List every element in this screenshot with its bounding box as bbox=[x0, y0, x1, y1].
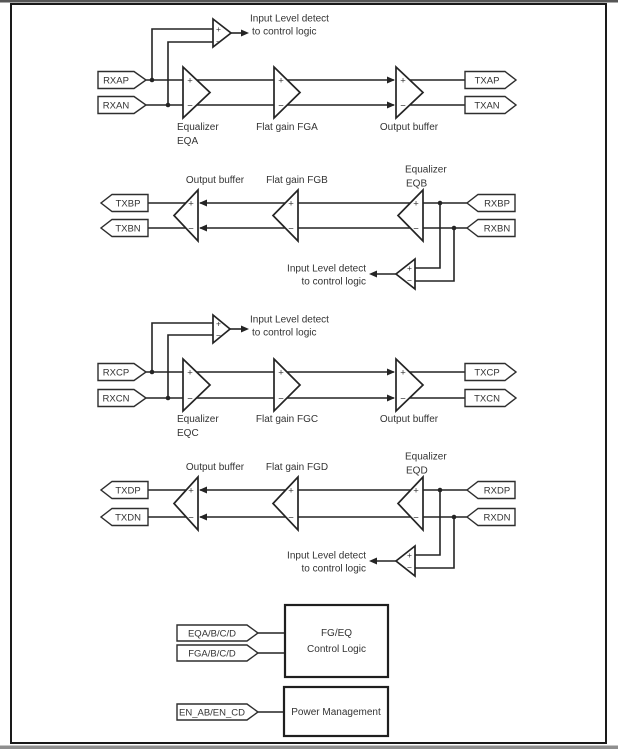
level-detect-triangle bbox=[396, 546, 415, 576]
arrowhead bbox=[369, 558, 377, 565]
minus-sign: − bbox=[187, 393, 193, 405]
flat-gain-triangle bbox=[273, 477, 298, 530]
minus-sign: − bbox=[188, 223, 194, 235]
tag-rxcn-label: RXCN bbox=[102, 393, 130, 405]
equalizer-triangle bbox=[398, 477, 423, 530]
arrowhead bbox=[387, 395, 395, 402]
equalizer-name: EQD bbox=[406, 465, 428, 477]
flat-gain-triangle bbox=[273, 190, 298, 241]
minus-sign: − bbox=[400, 393, 406, 405]
arrowhead bbox=[387, 102, 395, 109]
power-box-label: Power Management bbox=[291, 707, 381, 718]
flat-gain-label: Flat gain FGC bbox=[255, 414, 319, 425]
minus-sign: − bbox=[413, 512, 419, 524]
channel-c bbox=[98, 315, 516, 440]
junction-dot bbox=[452, 226, 457, 231]
plus-sign: + bbox=[288, 485, 294, 497]
tag-rxdn-label: RXDN bbox=[483, 512, 511, 524]
equalizer-label: Equalizer bbox=[405, 451, 447, 463]
minus-sign: − bbox=[400, 100, 406, 112]
detect-note-line1: Input Level detect bbox=[250, 13, 329, 25]
tag-txcn-label: TXCN bbox=[474, 393, 500, 405]
equalizer-label: Equalizer bbox=[177, 414, 219, 425]
plus-sign: + bbox=[407, 263, 412, 273]
tag-rxcp-label: RXCP bbox=[102, 367, 130, 379]
tag-txcp-label: TXCP bbox=[474, 367, 500, 379]
channel-b bbox=[101, 165, 515, 290]
tag-fg-abcd-label: FGA/B/C/D bbox=[188, 648, 236, 660]
level-detect-triangle bbox=[396, 259, 415, 289]
minus-sign: − bbox=[278, 393, 284, 405]
minus-sign: − bbox=[413, 223, 419, 235]
flat-gain-label: Flat gain FGA bbox=[256, 122, 318, 133]
arrowhead bbox=[241, 30, 249, 37]
arrowhead bbox=[199, 225, 207, 232]
minus-sign: − bbox=[188, 512, 194, 524]
minus-sign: − bbox=[216, 36, 221, 47]
tag-txan-label: TXAN bbox=[474, 100, 500, 112]
minus-sign: − bbox=[278, 100, 284, 112]
detect-note-line1: Input Level detect bbox=[287, 550, 366, 562]
equalizer-name: EQC bbox=[177, 428, 199, 439]
junction-dot bbox=[438, 488, 443, 493]
junction-dot bbox=[166, 103, 171, 108]
plus-sign: + bbox=[400, 75, 406, 87]
minus-sign: − bbox=[407, 562, 412, 573]
minus-sign: − bbox=[216, 330, 221, 341]
detect-note-line2: to control logic bbox=[252, 26, 317, 38]
arrowhead bbox=[199, 487, 207, 494]
minus-sign: − bbox=[288, 512, 294, 524]
detect-note-line2: to control logic bbox=[301, 276, 366, 288]
page-top-edge bbox=[0, 0, 618, 3]
arrowhead bbox=[241, 326, 249, 333]
equalizer-label: Equalizer bbox=[177, 122, 219, 133]
plus-sign: + bbox=[278, 75, 284, 87]
plus-sign: + bbox=[413, 485, 419, 497]
plus-sign: + bbox=[188, 485, 194, 497]
control-section bbox=[177, 605, 388, 677]
output-buffer-label: Output buffer bbox=[379, 414, 439, 425]
arrowhead bbox=[199, 514, 207, 521]
output-buffer-label: Output buffer bbox=[185, 175, 245, 186]
plus-sign: + bbox=[278, 367, 284, 379]
plus-sign: + bbox=[187, 75, 193, 87]
junction-dot bbox=[150, 370, 155, 375]
output-buffer-triangle bbox=[174, 190, 198, 241]
tag-rxdp-label: RXDP bbox=[483, 485, 511, 497]
minus-sign: − bbox=[407, 275, 412, 286]
plus-sign: + bbox=[400, 367, 406, 379]
detect-note-line1: Input Level detect bbox=[287, 263, 366, 275]
arrowhead bbox=[387, 77, 395, 84]
detect-note-line2: to control logic bbox=[301, 563, 366, 575]
plus-sign: + bbox=[288, 198, 294, 210]
tag-txbp-label: TXBP bbox=[115, 198, 141, 210]
junction-dot bbox=[166, 396, 171, 401]
output-buffer-label: Output buffer bbox=[185, 462, 245, 473]
minus-sign: − bbox=[288, 223, 294, 235]
flat-gain-label: Flat gain FGD bbox=[265, 462, 329, 473]
channel-a bbox=[98, 14, 516, 148]
detect-note-line2: to control logic bbox=[252, 327, 317, 339]
tag-rxap-label: RXAP bbox=[103, 75, 129, 87]
junction-dot bbox=[438, 201, 443, 206]
power-section bbox=[177, 687, 388, 736]
tag-txdp-label: TXDP bbox=[115, 485, 141, 497]
page-bottom-edge bbox=[0, 746, 618, 749]
minus-sign: − bbox=[187, 100, 193, 112]
equalizer-label: Equalizer bbox=[405, 164, 447, 176]
channel-d bbox=[101, 452, 515, 577]
plus-sign: + bbox=[413, 198, 419, 210]
plus-sign: + bbox=[216, 24, 221, 34]
equalizer-triangle bbox=[398, 190, 423, 241]
arrowhead bbox=[199, 200, 207, 207]
junction-dot bbox=[150, 78, 155, 83]
fgeq-box-label-line2: Control Logic bbox=[307, 644, 366, 655]
tag-rxan-label: RXAN bbox=[102, 100, 130, 112]
tag-rxbn-label: RXBN bbox=[483, 223, 511, 235]
output-buffer-triangle bbox=[174, 477, 198, 530]
plus-sign: + bbox=[188, 198, 194, 210]
plus-sign: + bbox=[216, 318, 221, 329]
equalizer-name: EQB bbox=[406, 178, 428, 190]
tag-eq-abcd-label: EQA/B/C/D bbox=[187, 628, 237, 640]
tag-txap-label: TXAP bbox=[474, 75, 500, 87]
arrowhead bbox=[387, 369, 395, 376]
plus-sign: + bbox=[407, 550, 412, 560]
detect-note-line1: Input Level detect bbox=[250, 314, 329, 326]
flat-gain-label: Flat gain FGB bbox=[266, 175, 328, 186]
junction-dot bbox=[452, 515, 457, 520]
fgeq-control-logic-box bbox=[285, 605, 388, 677]
tag-txdn-label: TXDN bbox=[115, 512, 141, 524]
tag-en-ab-en-cd-label: EN_AB/EN_CD bbox=[179, 707, 245, 719]
plus-sign: + bbox=[187, 367, 193, 379]
equalizer-name: EQA bbox=[177, 136, 199, 147]
arrowhead bbox=[369, 271, 377, 278]
fgeq-box-label-line1: FG/EQ bbox=[320, 628, 353, 639]
tag-rxbp-label: RXBP bbox=[484, 198, 510, 210]
tag-txbn-label: TXBN bbox=[115, 223, 141, 235]
output-buffer-label: Output buffer bbox=[379, 122, 439, 133]
